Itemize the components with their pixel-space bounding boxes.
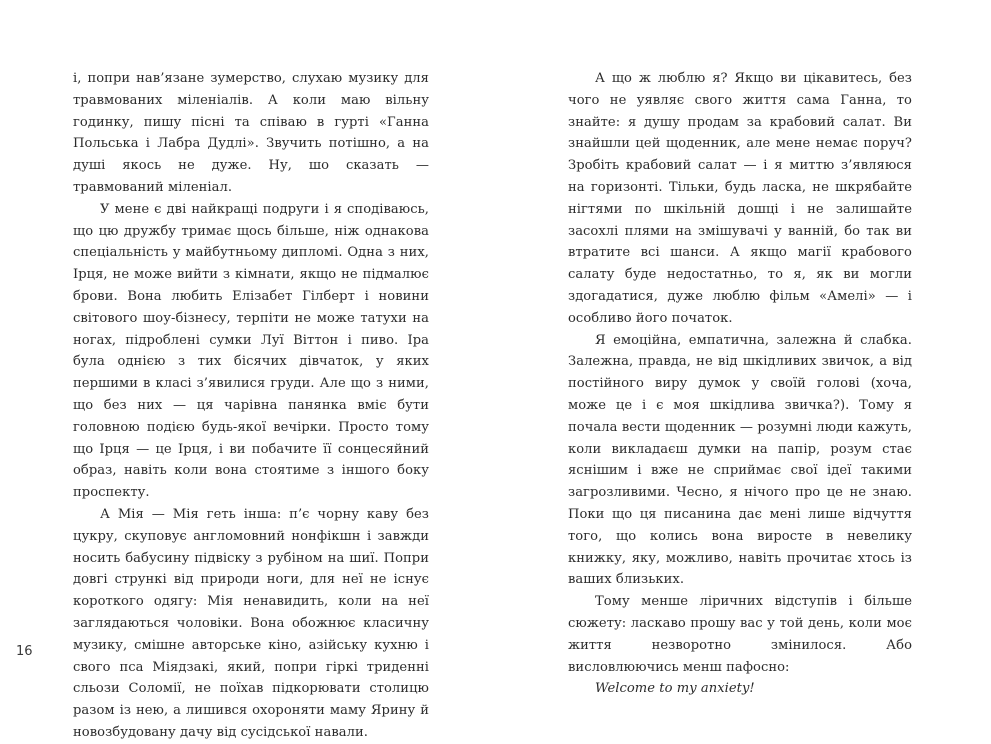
left-paragraph-1: і, попри нав’язане зумерство, слухаю музику для травмованих міленіалів. А коли маю вільну годинку, пишу пісні та співаю в гурті «Ганна Польська і Лабра Дудлі». Звучить потішно, а на душі якось не дуже. Ну, шо сказать — травмований міленіал. [73,71,429,195]
right-paragraph-3: Тому менше ліричних відступів і більше сюжету: ласкаво прошу вас у той день, коли моє життя незворотно змінилося. Або висловлюючись менш пафосно: [568,594,912,675]
left-page [73,68,429,744]
right-paragraph-4: Welcome to my anxiety! [595,681,755,697]
left-paragraph-3: А Мія — Мія геть інша: п’є чорну каву без цукру, скуповує англомовний нонфікшн і завжди носить бабусину підвіску з рубіном на шиї. Попри довгі стрункі від природи ноги, для неї не існує короткого одягу: Мія ненавидить, коли на неї заглядаються чоловіки. Вона обожнює класичну музику, смішне авторське кіно, азійську кухню і свого пса Міядзакі, який, попри гіркі триденні сльози Соломії, не поїхав підкорювати столицю разом із нею, а лишився охороняти маму Ярину й новозбудовану дачу від сусідської навали. [73,506,429,740]
left-paragraph-2: У мене є дві найкращі подруги і я сподіваюсь, що цю дружбу тримає щось більше, ніж однакова спеціальність у майбутньому дипломі. Одна з них, Ірця, не може вийти з кімнати, якщо не підмалює брови. Вона любить Елізабет Гілберт і новини світового шоу-бізнесу, терпіти не може татухи на ногах, підроблені сумки Луї Віттон і пиво. Іра була однією з тих бісячих дівчаток, у яких першими в класі з’явилися груди. Але що з ними, що без них — ця чарівна панянка вміє бути головною подією будь-якої вечірки. Просто тому що Ірця — це Ірця, і ви побачите її сонцесяйний образ, навіть коли вона стоятиме з іншого боку проспекту. [73,201,429,501]
page-number: 16 [16,644,33,659]
right-paragraph-1: А що ж люблю я? Якщо ви цікавитесь, без чого не уявляє свого життя сама Ганна, то знайте: я душу продам за крабовий салат. Ви знайшли цей щоденник, але мене немає поруч? Зробіть крабовий салат — і я миттю з’являюся на горизонті. Тільки, будь ласка, не шкрябайте нігтями по шкільній дошці і не залишайте засохлі плями на змішувачі у ванній, бо так ви втратите всі шанси. А якщо магії крабового салату буде недостатньо, то я, як ви могли здогадатися, дуже люблю фільм «Амелі» — і особливо його початок. [568,71,912,326]
right-page [568,68,912,700]
right-paragraph-2: Я емоційна, емпатична, залежна й слабка. Залежна, правда, не від шкідливих звичок, а від постійного виру думок у своїй голові (хоча, може це і є моя шкідлива звичка?). Тому я почала вести щоденник — розумні люди кажуть, коли викладаєш думки на папір, розум стає яснішим і вже не сприймає свої ідеї такими загрозливими. Чесно, я нічого про це не знаю. Поки що ця писанина дає мені лише відчуття того, що колись вона виросте в невелику книжку, яку, можливо, навіть прочитає хтось із ваших близьких. [568,332,912,588]
